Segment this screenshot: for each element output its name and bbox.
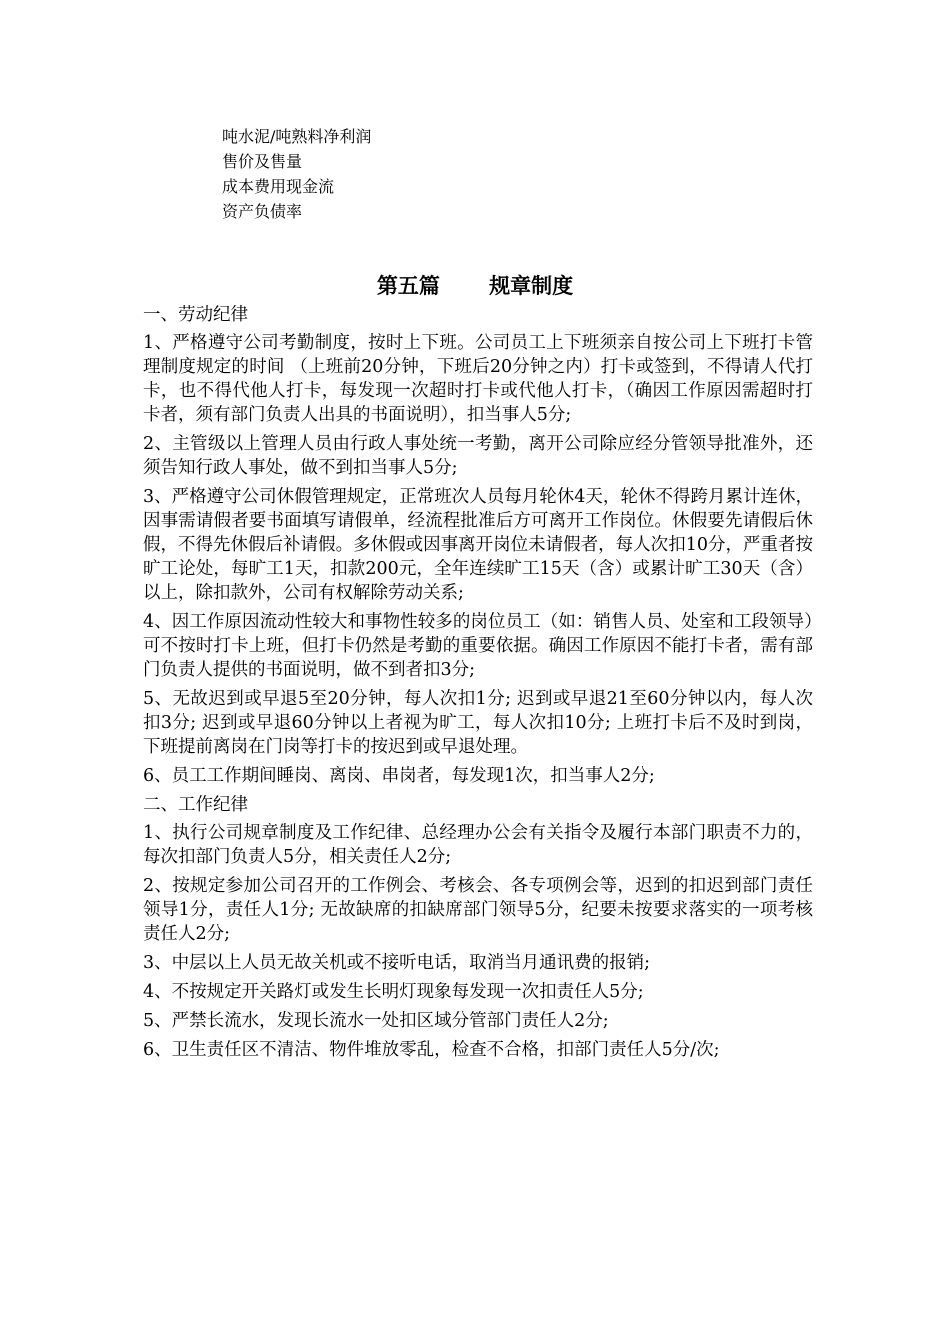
section-heading: 一、劳动纪律 <box>143 305 248 325</box>
rule-paragraph: 5、无故迟到或早退5至20分钟，每人次扣1分; 迟到或早退21至60分钟以内，每人次扣3分; 迟到或早退60分钟以上者视为旷工，每人次扣10分; 上班打卡后不及时到岗，下班提前离岗在门岗等打卡的按迟到或早退处理。 <box>143 689 813 757</box>
rule-paragraph: 3、中层以上人员无故关机或不接听电话，取消当月通讯费的报销; <box>143 953 651 973</box>
chapter-title: 第五篇 规章制度 <box>376 274 574 298</box>
rule-paragraph: 6、员工工作期间睡岗、离岗、串岗者，每发现1次，扣当事人2分; <box>143 766 655 786</box>
summary-list <box>222 124 622 224</box>
summary-list-item: 吨水泥/吨熟料净利润 <box>222 127 372 146</box>
rule-paragraph: 1、严格遵守公司考勤制度，按时上下班。公司员工上下班须亲自按公司上下班打卡管理制度规定的时间 （上班前20分钟，下班后20分钟之内）打卡或签到，不得请人代打卡，也不得代他人打卡，每发现一次超时打卡或代他人打卡，（确因工作原因需超时打卡者，须有部门负责人出具的书面说明），扣当事人5分; <box>143 333 813 425</box>
rule-paragraph: 4、不按规定开关路灯或发生长明灯现象每发现一次扣责任人5分; <box>143 982 644 1002</box>
summary-list-item: 成本费用现金流 <box>222 177 335 196</box>
summary-list-item: 售价及售量 <box>222 152 303 171</box>
section-heading: 二、工作纪律 <box>143 795 248 815</box>
rule-paragraph: 3、严格遵守公司休假管理规定，正常班次人员每月轮休4天，轮休不得跨月累计连休，因事需请假者要书面填写请假单，经流程批准后方可离开工作岗位。休假要先请假后休假，不得先休假后补请假。多休假或因事离开岗位未请假者，每人次扣10分，严重者按旷工论处，每旷工1天，扣款200元，全年连续旷工15天（含）或累计旷工30天（含）以上，除扣款外，公司有权解除劳动关系; <box>143 487 813 603</box>
section-work-discipline <box>143 793 813 1062</box>
summary-list-item: 资产负债率 <box>222 202 303 221</box>
rule-paragraph: 2、主管级以上管理人员由行政人事处统一考勤，离开公司除应经分管领导批准外，还须告知行政人事处，做不到扣当事人5分; <box>143 434 813 478</box>
document-body <box>143 303 813 1067</box>
rule-paragraph: 2、按规定参加公司召开的工作例会、考核会、各专项例会等，迟到的扣迟到部门责任领导1分，责任人1分; 无故缺席的扣缺席部门领导5分，纪要未按要求落实的一项考核责任人2分; <box>143 876 813 944</box>
rule-paragraph: 1、执行公司规章制度及工作纪律、总经理办公会有关指令及履行本部门职责不力的，每次扣部门负责人5分，相关责任人2分; <box>143 823 813 867</box>
section-labor-discipline <box>143 303 813 788</box>
rule-paragraph: 6、卫生责任区不清洁、物件堆放零乱，检查不合格，扣部门责任人5分/次; <box>143 1040 720 1060</box>
rule-paragraph: 4、因工作原因流动性较大和事物性较多的岗位员工（如：销售人员、处室和工段领导）可不按时打卡上班，但打卡仍然是考勤的重要依据。确因工作原因不能打卡者，需有部门负责人提供的书面说明，做不到者扣3分; <box>143 612 813 680</box>
rule-paragraph: 5、严禁长流水，发现长流水一处扣区域分管部门责任人2分; <box>143 1011 609 1031</box>
